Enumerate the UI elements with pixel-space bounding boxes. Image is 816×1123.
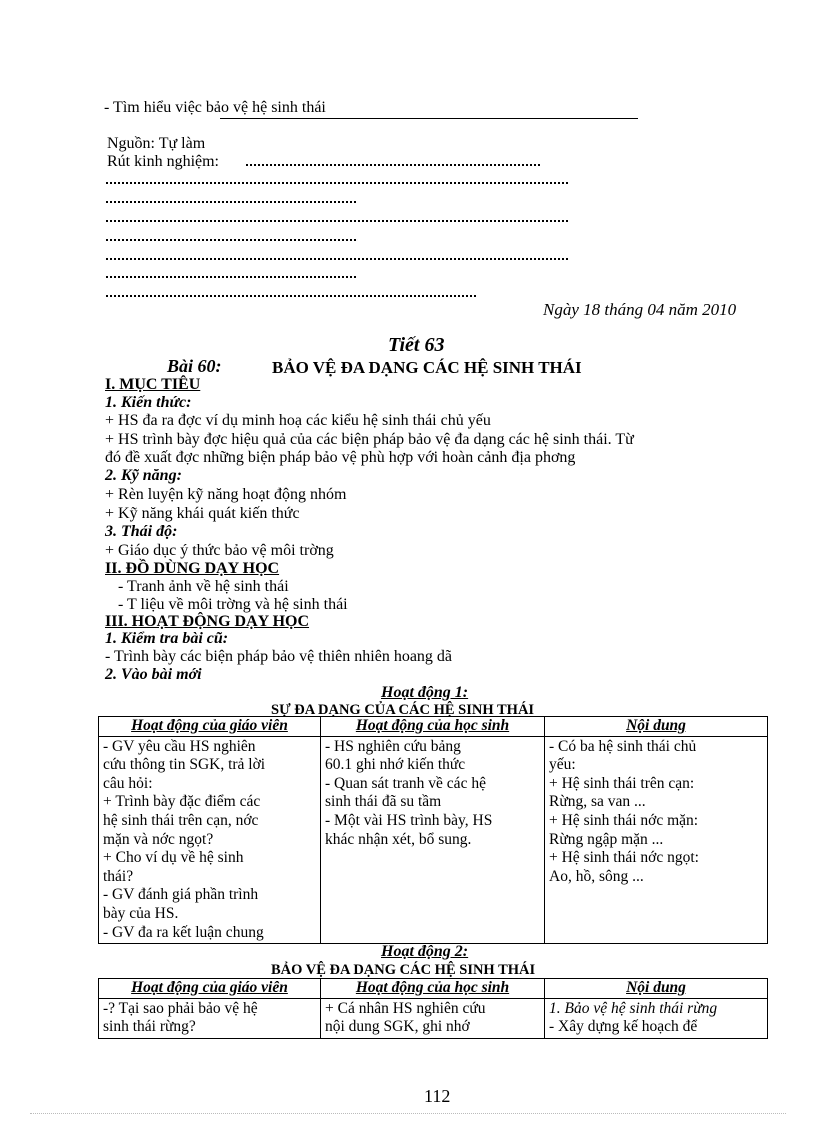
check-line: - Trình bày các biện pháp bảo vệ thiên nhiên hoang dã — [105, 648, 453, 665]
dotted-line — [106, 182, 568, 184]
knowledge-heading: 1. Kiến thức: — [105, 394, 192, 411]
cell-line: + Hệ sinh thái nớc mặn: — [549, 811, 699, 829]
knowledge-line: + HS trình bày đợc hiệu quả của các biện pháp bảo vệ đa dạng các hệ sinh thái. Từ — [105, 431, 634, 448]
activity2-title: BẢO VỆ ĐA DẠNG CÁC HỆ SINH THÁI — [271, 962, 536, 978]
cell-line: câu hỏi: — [103, 774, 153, 792]
activity1-teacher-cell — [99, 736, 321, 944]
activity2-label: Hoạt động 2: — [381, 943, 469, 960]
activity2-student-cell — [321, 998, 545, 1038]
cell-line: sinh thái đã su tầm — [325, 793, 442, 811]
dotted-line — [106, 295, 476, 297]
activity1-title: SỰ ĐA DẠNG CỦA CÁC HỆ SINH THÁI — [271, 702, 535, 718]
cell-line: + Hệ sinh thái trên cạn: — [549, 774, 695, 792]
dotted-line — [246, 164, 540, 166]
cell-line: + Cho ví dụ về hệ sinh — [103, 849, 244, 867]
header-teacher: Hoạt động của giáo viên — [99, 717, 321, 737]
dotted-line — [106, 276, 356, 278]
cell-line: khác nhận xét, bổ sung. — [325, 830, 472, 848]
cell-line: - Một vài HS trình bày, HS — [325, 811, 493, 829]
cell-line: Rừng, sa van ... — [549, 793, 646, 811]
dotted-line — [106, 201, 356, 203]
dotted-line — [106, 239, 356, 241]
activity2-table — [98, 978, 768, 1039]
cell-line: + Hệ sinh thái nớc ngọt: — [549, 849, 699, 867]
lesson-title: BẢO VỆ ĐA DẠNG CÁC HỆ SINH THÁI — [272, 358, 582, 377]
cell-line: - GV yêu cầu HS nghiên — [103, 737, 256, 755]
skills-line: + Kỹ năng khái quát kiến thức — [105, 505, 300, 522]
activity2-content-cell — [545, 998, 768, 1038]
cell-line: cứu thông tin SGK, trả lời — [103, 756, 266, 774]
cell-line: hệ sinh thái trên cạn, nớc — [103, 811, 259, 829]
lesson-number: Tiết 63 — [388, 334, 445, 356]
skills-line: + Rèn luyện kỹ năng hoạt động nhóm — [105, 486, 347, 503]
header-student: Hoạt động của học sinh — [321, 979, 545, 999]
lesson-bai: Bài 60: — [167, 356, 222, 376]
task-line: - Tìm hiểu việc bảo vệ hệ sinh thái — [104, 99, 326, 116]
cell-line: yếu: — [549, 756, 576, 774]
attitude-heading: 3. Thái độ: — [105, 523, 178, 540]
header-student: Hoạt động của học sinh — [321, 717, 545, 737]
cell-line: 1. Bảo vệ hệ sinh thái rừng — [549, 999, 718, 1017]
cell-line: Rừng ngập mặn ... — [549, 830, 664, 848]
activity1-label: Hoạt động 1: — [381, 684, 469, 701]
cell-line: nội dung SGK, ghi nhớ — [325, 1018, 470, 1036]
header-teacher: Hoạt động của giáo viên — [99, 979, 321, 999]
activity2-teacher-cell — [99, 998, 321, 1038]
page-separator — [30, 1113, 786, 1114]
activity1-table — [98, 716, 768, 944]
activity1-student-cell — [321, 736, 545, 944]
cell-line: thái? — [103, 867, 134, 885]
cell-line: - GV đánh giá phần trình — [103, 886, 259, 904]
cell-line: 60.1 ghi nhớ kiến thức — [325, 756, 466, 774]
experience-label: Rút kinh nghiệm: — [107, 153, 219, 170]
cell-line: - Quan sát tranh về các hệ — [325, 774, 486, 792]
page-number: 112 — [424, 1086, 451, 1106]
objectives-heading: I. MỤC TIÊU — [105, 376, 201, 393]
cell-line: - Có ba hệ sinh thái chủ — [549, 737, 697, 755]
knowledge-line: + HS đa ra đợc ví dụ minh hoạ các kiểu hệ sinh thái chủ yếu — [105, 412, 491, 429]
attitude-line: + Giáo dục ý thức bảo vệ môi trờng — [105, 542, 334, 559]
header-content: Nội dung — [545, 717, 768, 737]
cell-line: sinh thái rừng? — [103, 1018, 196, 1036]
cell-line: + Cá nhân HS nghiên cứu — [325, 999, 486, 1017]
cell-line: -? Tại sao phải bảo vệ hệ — [103, 999, 258, 1017]
date-line: Ngày 18 tháng 04 năm 2010 — [543, 300, 737, 319]
skills-heading: 2. Kỹ năng: — [105, 467, 182, 484]
source-line: Nguồn: Tự làm — [107, 135, 206, 152]
materials-heading: II. ĐỒ DÙNG DẠY HỌC — [105, 560, 280, 577]
dotted-line — [106, 258, 568, 260]
activity1-content-cell — [545, 736, 768, 944]
underline-rule — [220, 118, 638, 119]
cell-line: Ao, hồ, sông ... — [549, 867, 644, 885]
activities-heading: III. HOẠT ĐỘNG DẠY HỌC — [105, 613, 310, 630]
header-content: Nội dung — [545, 979, 768, 999]
cell-line: mặn và nớc ngọt? — [103, 830, 214, 848]
materials-item: - T liệu về môi trờng và hệ sinh thái — [118, 596, 348, 613]
check-heading: 1. Kiểm tra bài cũ: — [105, 630, 229, 647]
materials-item: - Tranh ảnh về hệ sinh thái — [118, 578, 289, 595]
cell-line: bày của HS. — [103, 904, 179, 922]
cell-line: - HS nghiên cứu bảng — [325, 737, 461, 755]
cell-line: - GV đa ra kết luận chung — [103, 923, 264, 941]
knowledge-line: đó đề xuất đợc những biện pháp bảo vệ phù hợp với hoàn cảnh địa phơng — [105, 449, 576, 466]
new-lesson-heading: 2. Vào bài mới — [105, 666, 202, 683]
dotted-line — [106, 220, 568, 222]
cell-line: + Trình bày đặc điểm các — [103, 793, 261, 811]
cell-line: - Xây dựng kế hoạch để — [549, 1018, 698, 1036]
